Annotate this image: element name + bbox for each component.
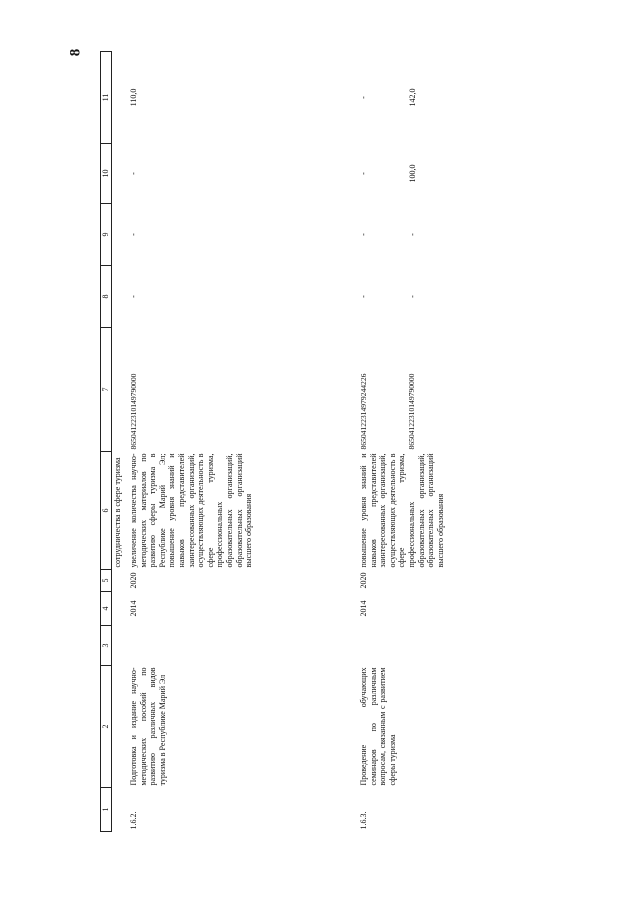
activity-name: Подготовка и издание научно-методических пособий по развитию различных видов туризма в Республике Марий Эл [129,667,167,786]
value-col11: - [359,96,368,99]
end-year: 2020 [129,572,138,589]
value-col10: - [129,172,138,175]
value-col10: - [359,172,368,175]
col-header-10: 10 [101,144,112,204]
value-col11-cell [358,52,510,144]
value-col10-second: 100,0 [407,164,417,183]
col3-cell [128,626,358,666]
value-col8-cell [358,266,510,328]
expected-result: повышение уровня знаний и навыков представителей заинтересованных организаций, осуществляющих деятельность в сфере туризма, профессиональных образовательных организаций, образовательных организаций высшего образования [359,453,445,568]
value-col10-cell [358,144,510,204]
budget-code-cell [358,328,510,452]
end-year: 2020 [359,572,368,589]
value-col8: - [359,295,368,298]
value-col11-second: 142,0 [407,88,417,107]
value-col9: - [359,233,368,236]
col-header-4: 4 [101,592,112,626]
col-header-5: 5 [101,570,112,592]
start-year: 2014 [359,600,368,617]
start-year: 2014 [129,600,138,617]
value-col9-second: - [407,233,417,236]
budget-code: 86504122310149790000 [129,373,138,450]
value-col9: - [129,233,138,236]
col3-cell [358,626,510,666]
col-header-3: 3 [101,626,112,666]
table-row [358,52,510,832]
col-header-11: 11 [101,52,112,144]
table-row-continued [112,52,129,832]
activity-name: Проведение обучающих семинаров по различным вопросам, связанным с развитием сферы туризма [359,667,397,786]
budget-code: 86504122314979244226 [359,373,368,450]
col-header-2: 2 [101,666,112,788]
row-number: 1.6.3. [359,811,368,830]
col-header-1: 1 [101,788,112,832]
budget-code-second: 86504122310149790000 [407,373,417,450]
value-col9-cell [358,204,510,266]
col-header-8: 8 [101,266,112,328]
header-row [101,52,112,832]
value-col11: 110,0 [129,88,138,107]
value-col8: - [129,295,138,298]
page-number: 8 [67,48,84,57]
col-header-7: 7 [101,328,112,452]
row-number: 1.6.2. [129,811,138,830]
col-header-9: 9 [101,204,112,266]
expected-result: увеличение количества научно-методических материалов по развитию сферы туризма в Республике Марий Эл; повышение уровня знаний и навыков представителей заинтересованных организаций, осуществляющих деятельность в сфере туризма, профессиональных образовательных организаций, образовательных организаций высшего образования [129,453,254,568]
table-row [128,52,358,832]
value-col8-second: - [407,295,417,298]
col-header-6: 6 [101,452,112,570]
rotated-table-sheet [100,52,520,832]
prev-result-cell: сотрудничества в сфере туризма [113,457,122,568]
activities-table [100,51,510,832]
